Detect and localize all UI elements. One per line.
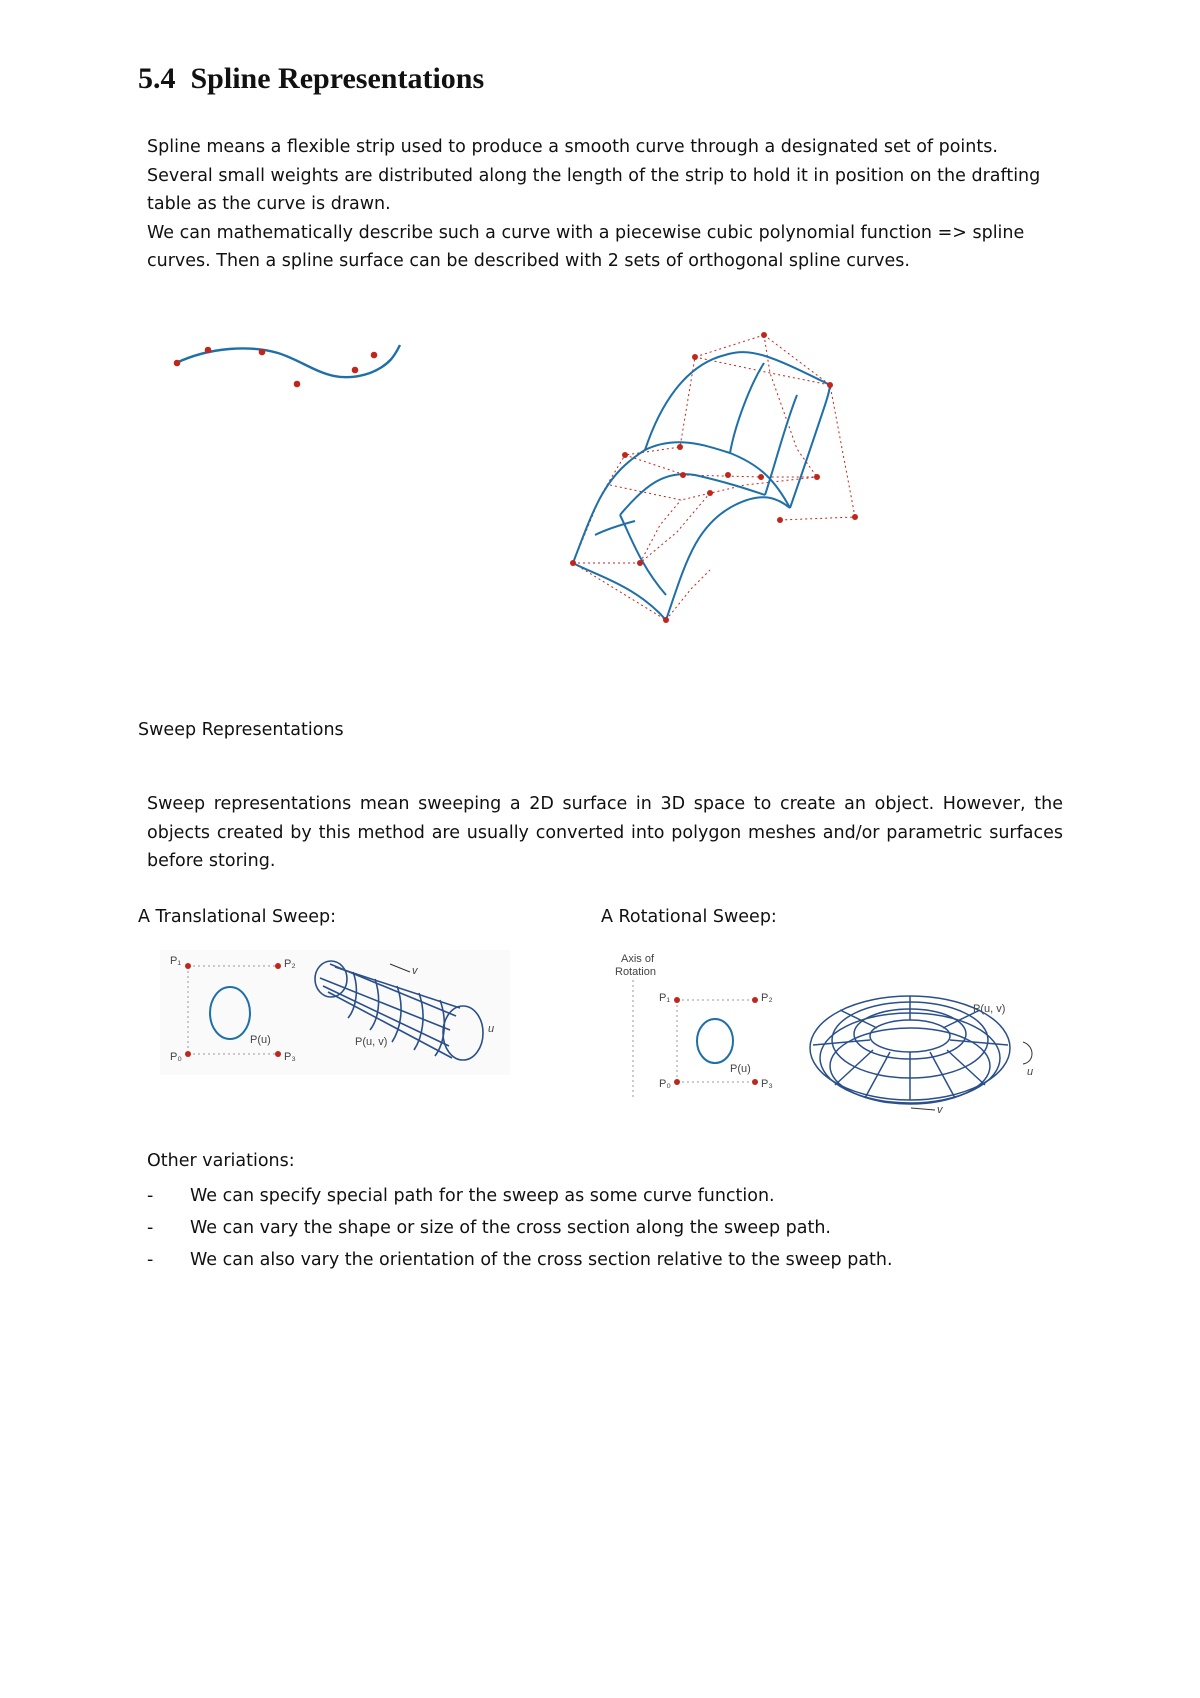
rotational-pu-label: P(u) [730,1063,751,1075]
rotational-p0-label: P₀ [659,1078,671,1090]
sweep-heading: Sweep Representations [138,720,344,740]
spline-curve-figure [150,325,400,395]
spline-paragraph [147,133,1063,276]
variation-text: We can vary the shape or size of the cross section along the sweep path. [190,1218,831,1238]
spline-line-3: table as the curve is drawn. [147,194,391,214]
spline-surface-figure [535,325,905,625]
rotational-v-label: v [937,1104,943,1116]
rotational-sweep-label: A Rotational Sweep: [601,907,777,927]
sweep-paragraph: Sweep representations mean sweeping a 2D surface in 3D space to create an object. However, the objects created by this method are usually converted into polygon meshes and/or parametric surfaces before storing. [147,794,1063,871]
section-title: Spline Representations [190,62,485,95]
variations-list [147,1180,1047,1276]
rotational-p3-label: P₃ [761,1078,773,1090]
variation-text: We can also vary the orientation of the cross section relative to the sweep path. [190,1250,893,1270]
variation-text: We can specify special path for the sweep as some curve function. [190,1186,775,1206]
bullet-dash: - [147,1186,154,1206]
translational-p1-label: P₁ [170,955,182,967]
translational-puv-label: P(u, v) [355,1036,388,1048]
translational-sweep-figure [160,950,510,1075]
spline-line-5: curves. Then a spline surface can be described with 2 sets of orthogonal spline curves. [147,251,910,271]
spline-line-2: Several small weights are distributed along the length of the strip to hold it in position on the drafting [147,165,1041,186]
spline-line-1: Spline means a flexible strip used to produce a smooth curve through a designated set of points. [147,137,998,157]
bullet-dash: - [147,1250,154,1270]
rotational-axis-line2: Rotation [615,966,656,978]
rotational-p2-label: P₂ [761,992,773,1004]
variations-heading: Other variations: [147,1151,295,1171]
translational-p3-label: P₃ [284,1051,296,1063]
rotational-p1-label: P₁ [659,992,671,1004]
rotational-puv-label: P(u, v) [973,1003,1006,1015]
section-heading [138,62,484,96]
translational-p2-label: P₂ [284,958,296,970]
section-number: 5.4 [138,62,176,95]
list-item [147,1180,1047,1212]
spline-line-4: We can mathematically describe such a curve with a piecewise cubic polynomial function => spline [147,222,1025,243]
list-item [147,1212,1047,1244]
bullet-dash: - [147,1218,154,1238]
translational-v-label: v [412,965,418,977]
rotational-u-label: u [1027,1066,1034,1078]
list-item [147,1244,1047,1276]
translational-p0-label: P₀ [170,1051,182,1063]
rotational-axis-line1: Axis of [621,953,655,965]
translational-u-label: u [488,1023,495,1035]
rotational-sweep-figure [615,950,1045,1115]
translational-sweep-label: A Translational Sweep: [138,907,336,927]
translational-pu-label: P(u) [250,1034,271,1046]
